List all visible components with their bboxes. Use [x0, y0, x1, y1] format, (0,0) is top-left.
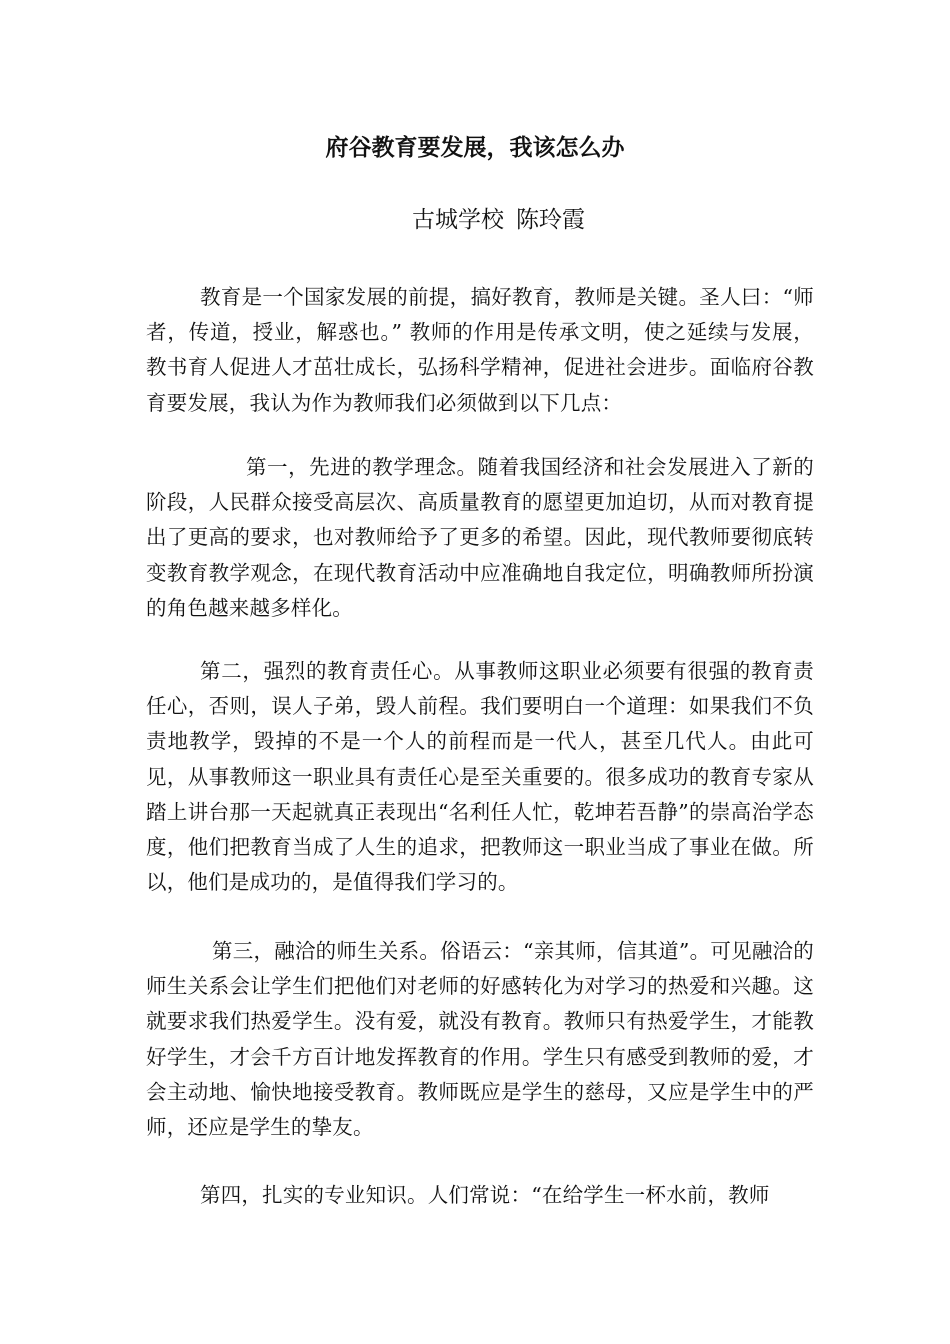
author-name: 陈玲霞	[516, 207, 585, 233]
document-title: 府谷教育要发展，我该怎么办	[325, 134, 625, 161]
paragraph-point-4: 第四，扎实的专业知识。人们常说：“在给学生一杯水前，教师	[200, 1183, 770, 1207]
paragraph-point-1: 第一，先进的教学理念。随着我国经济和社会发展进入了新的阶段，人民群众接受高层次、高质量教育的愿望更加迫切，从而对教育提出了更高的要求，也对教师给予了更多的希望。因此，现代教师要彻底转变教育教学观念，在现代教育活动中应准确地自我定位，明确教师所扮演的角色越来越多样化。	[146, 455, 814, 620]
author-line	[412, 202, 585, 238]
paragraph-point-3: 第三，融洽的师生关系。俗语云：“亲其师，信其道”。可见融洽的师生关系会让学生们把他们对老师的好感转化为对学习的热爱和兴趣。这就要求我们热爱学生。没有爱，就没有教育。教师只有热爱学生，才能教好学生，才会千方百计地发挥教育的作用。学生只有感受到教师的爱，才会主动地、愉快地接受教育。教师既应是学生的慈母，又应是学生中的严师，还应是学生的挚友。	[146, 939, 814, 1140]
author-school: 古城学校	[412, 207, 504, 233]
paragraph-intro: 教育是一个国家发展的前提，搞好教育，教师是关键。圣人曰：“师者，传道，授业，解惑也。” 教师的作用是传承文明，使之延续与发展，教书育人促进人才茁壮成长，弘扬科学精神，促进社会进步。面临府谷教育要发展，我认为作为教师我们必须做到以下几点：	[146, 285, 814, 415]
paragraph-point-2: 第二，强烈的教育责任心。从事教师这职业必须要有很强的教育责任心，否则，误人子弟，毁人前程。我们要明白一个道理：如果我们不负责地教学，毁掉的不是一个人的前程而是一代人，甚至几代人。由此可见，从事教师这一职业具有责任心是至关重要的。很多成功的教育专家从踏上讲台那一天起就真正表现出“名利任人忙，乾坤若吾静”的崇高治学态度，他们把教育当成了人生的追求，把教师这一职业当成了事业在做。所以，他们是成功的，是值得我们学习的。	[146, 659, 814, 895]
